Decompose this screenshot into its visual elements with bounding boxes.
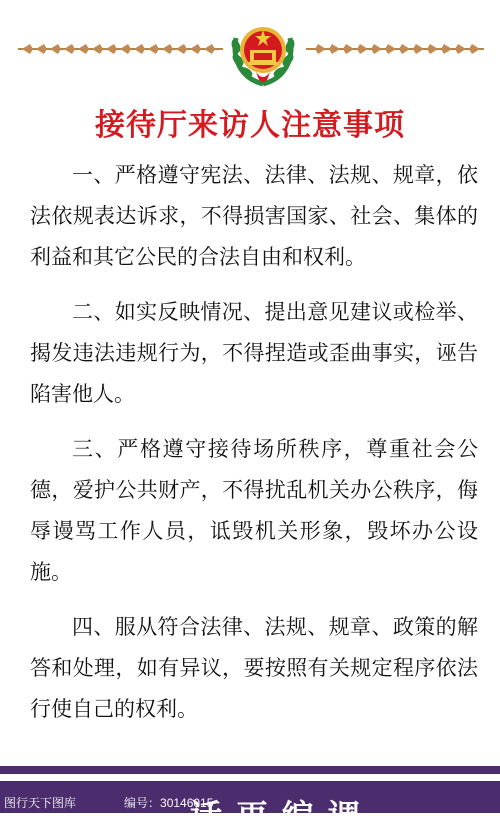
notice-title: 接待厅来访人注意事项 <box>95 108 405 143</box>
footer-banner-text: 话再编调 <box>190 797 375 835</box>
header <box>0 0 500 95</box>
laurel-border-left-icon <box>18 41 223 57</box>
notice-item-4: 四、服从符合法律、法规、规章、政策的解答和处理，如有异议，要按照有关规定程序依法行使自己的权利。 <box>30 615 478 721</box>
notice-item-1: 一、严格遵守宪法、法律、法规、规章，依法依规表达诉求，不得损害国家、社会、集体的利益和其它公民的合法自由和权利。 <box>30 163 478 269</box>
notice-item-3: 三、严格遵守接待场所秩序，尊重社会公德，爱护公共财产，不得扰乱机关办公秩序，侮辱谩骂工作人员，诋毁机关形象，毁坏办公设施。 <box>30 437 478 584</box>
notice-body <box>30 155 478 744</box>
watermark-site: 图行天下图库 <box>4 796 77 810</box>
laurel-border-right-icon <box>306 41 484 57</box>
watermark <box>4 794 213 811</box>
footer-stripe <box>0 766 500 774</box>
notice-item-2: 二、如实反映情况、提出意见建议或检举、揭发违法违规行为，不得捏造或歪曲事实，诬告陷害他人。 <box>30 300 478 406</box>
watermark-id: 编号：30146015 <box>124 796 214 810</box>
national-emblem-icon <box>228 12 298 88</box>
